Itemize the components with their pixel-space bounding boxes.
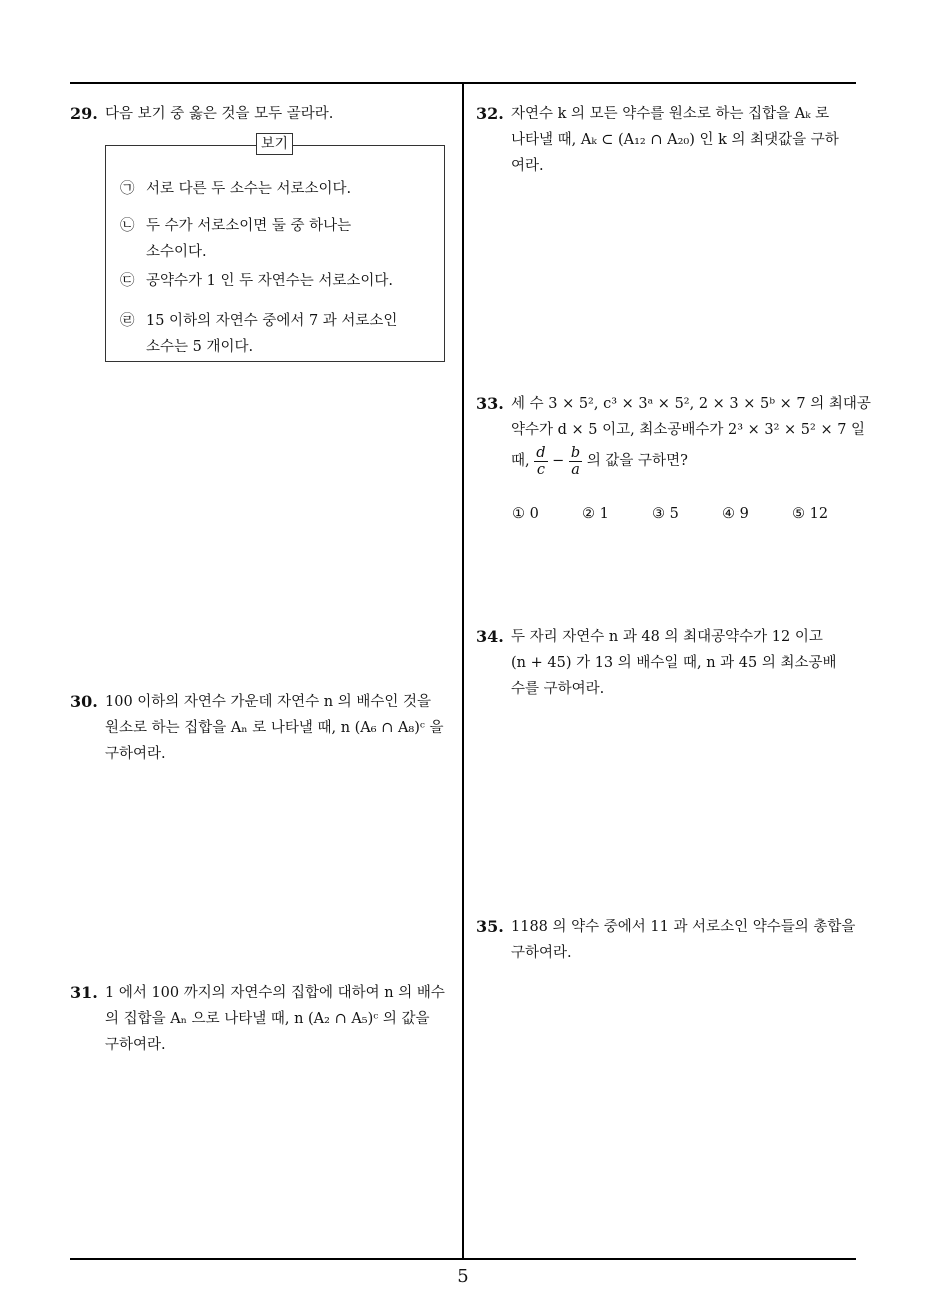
question-line: 구하여라. — [511, 945, 572, 961]
choice-5[interactable]: ⑤ 12 — [792, 506, 829, 522]
question-33 — [476, 391, 871, 479]
line-prefix: 때, — [511, 453, 530, 469]
question-line: 자연수 k 의 모든 약수를 원소로 하는 집합을 Aₖ 로 — [511, 106, 830, 122]
fraction-b-over-a — [569, 445, 582, 478]
fraction-numerator: b — [570, 444, 581, 461]
question-line-fraction — [511, 443, 871, 479]
question-line: 수를 구하여라. — [511, 681, 605, 697]
bogi-item — [120, 308, 397, 360]
question-line: (n + 45) 가 13 의 배수일 때, n 과 45 의 최소공배 — [511, 655, 837, 671]
bogi-text: 서로 다른 두 소수는 서로소이다. — [146, 181, 352, 197]
choice-3[interactable]: ③ 5 — [652, 506, 679, 522]
choice-1[interactable]: ① 0 — [512, 506, 539, 522]
question-number: 31. — [70, 983, 98, 1002]
question-32 — [476, 101, 839, 179]
bogi-mark: ㉡ — [120, 218, 135, 234]
bogi-mark: ㉠ — [120, 181, 135, 197]
bogi-text: 공약수가 1 인 두 자연수는 서로소이다. — [146, 273, 393, 289]
question-line: 구하여라. — [105, 1037, 166, 1053]
question-line: 100 이하의 자연수 가운데 자연수 n 의 배수인 것을 — [105, 694, 432, 710]
question-line: 약수가 d × 5 이고, 최소공배수가 2³ × 3² × 5² × 7 일 — [511, 422, 866, 438]
question-line: 세 수 3 × 5², c³ × 3ᵃ × 5², 2 × 3 × 5ᵇ × 7 의 최대공 — [511, 396, 871, 412]
choice-2[interactable]: ② 1 — [582, 506, 609, 522]
question-number: 33. — [476, 394, 504, 413]
question-34 — [476, 624, 837, 702]
bogi-text-cont: 소수는 5 개이다. — [146, 339, 254, 355]
fraction-denominator: a — [571, 461, 580, 478]
question-line: 나타낼 때, Aₖ ⊂ (A₁₂ ∩ A₂₀) 인 k 의 최댓값을 구하 — [511, 132, 839, 148]
question-line: 원소로 하는 집합을 Aₙ 로 나타낼 때, n (A₆ ∩ A₈)ᶜ 을 — [105, 720, 444, 736]
question-number: 32. — [476, 104, 504, 123]
question-line: 여라. — [511, 158, 544, 174]
bogi-item — [120, 268, 393, 294]
question-line: 1188 의 약수 중에서 11 과 서로소인 약수들의 총합을 — [511, 919, 856, 935]
bogi-item — [120, 213, 351, 265]
question-line: 구하여라. — [105, 746, 166, 762]
question-line: 의 집합을 Aₙ 으로 나타낼 때, n (A₂ ∩ A₅)ᶜ 의 값을 — [105, 1011, 430, 1027]
question-number: 34. — [476, 627, 504, 646]
question-text: 다음 보기 중 옳은 것을 모두 골라라. — [105, 106, 334, 122]
question-31 — [70, 980, 445, 1058]
minus-sign: − — [552, 453, 565, 469]
question-number: 35. — [476, 917, 504, 936]
question-30 — [70, 689, 444, 767]
bogi-text: 15 이하의 자연수 중에서 7 과 서로소인 — [146, 313, 398, 329]
bottom-rule — [70, 1258, 856, 1260]
line-suffix: 의 값을 구하면? — [586, 453, 688, 469]
column-divider — [462, 83, 464, 1259]
bogi-mark: ㉢ — [120, 273, 135, 289]
answer-choices — [512, 502, 862, 526]
bogi-text-cont: 소수이다. — [146, 244, 207, 260]
fraction-numerator: d — [536, 444, 546, 461]
question-number: 30. — [70, 692, 98, 711]
bogi-text: 두 수가 서로소이면 둘 중 하나는 — [146, 218, 352, 234]
question-35 — [476, 914, 855, 966]
choice-4[interactable]: ④ 9 — [722, 506, 749, 522]
question-line: 두 자리 자연수 n 과 48 의 최대공약수가 12 이고 — [511, 629, 823, 645]
bogi-mark: ㉣ — [120, 313, 135, 329]
bogi-title: 보기 — [256, 133, 293, 155]
fraction-d-over-c — [534, 445, 547, 478]
fraction-denominator: c — [536, 461, 545, 478]
bogi-item — [120, 176, 351, 202]
question-29 — [70, 101, 333, 127]
page-number: 5 — [457, 1266, 469, 1287]
question-line: 1 에서 100 까지의 자연수의 집합에 대하여 n 의 배수 — [105, 985, 445, 1001]
question-number: 29. — [70, 104, 98, 123]
